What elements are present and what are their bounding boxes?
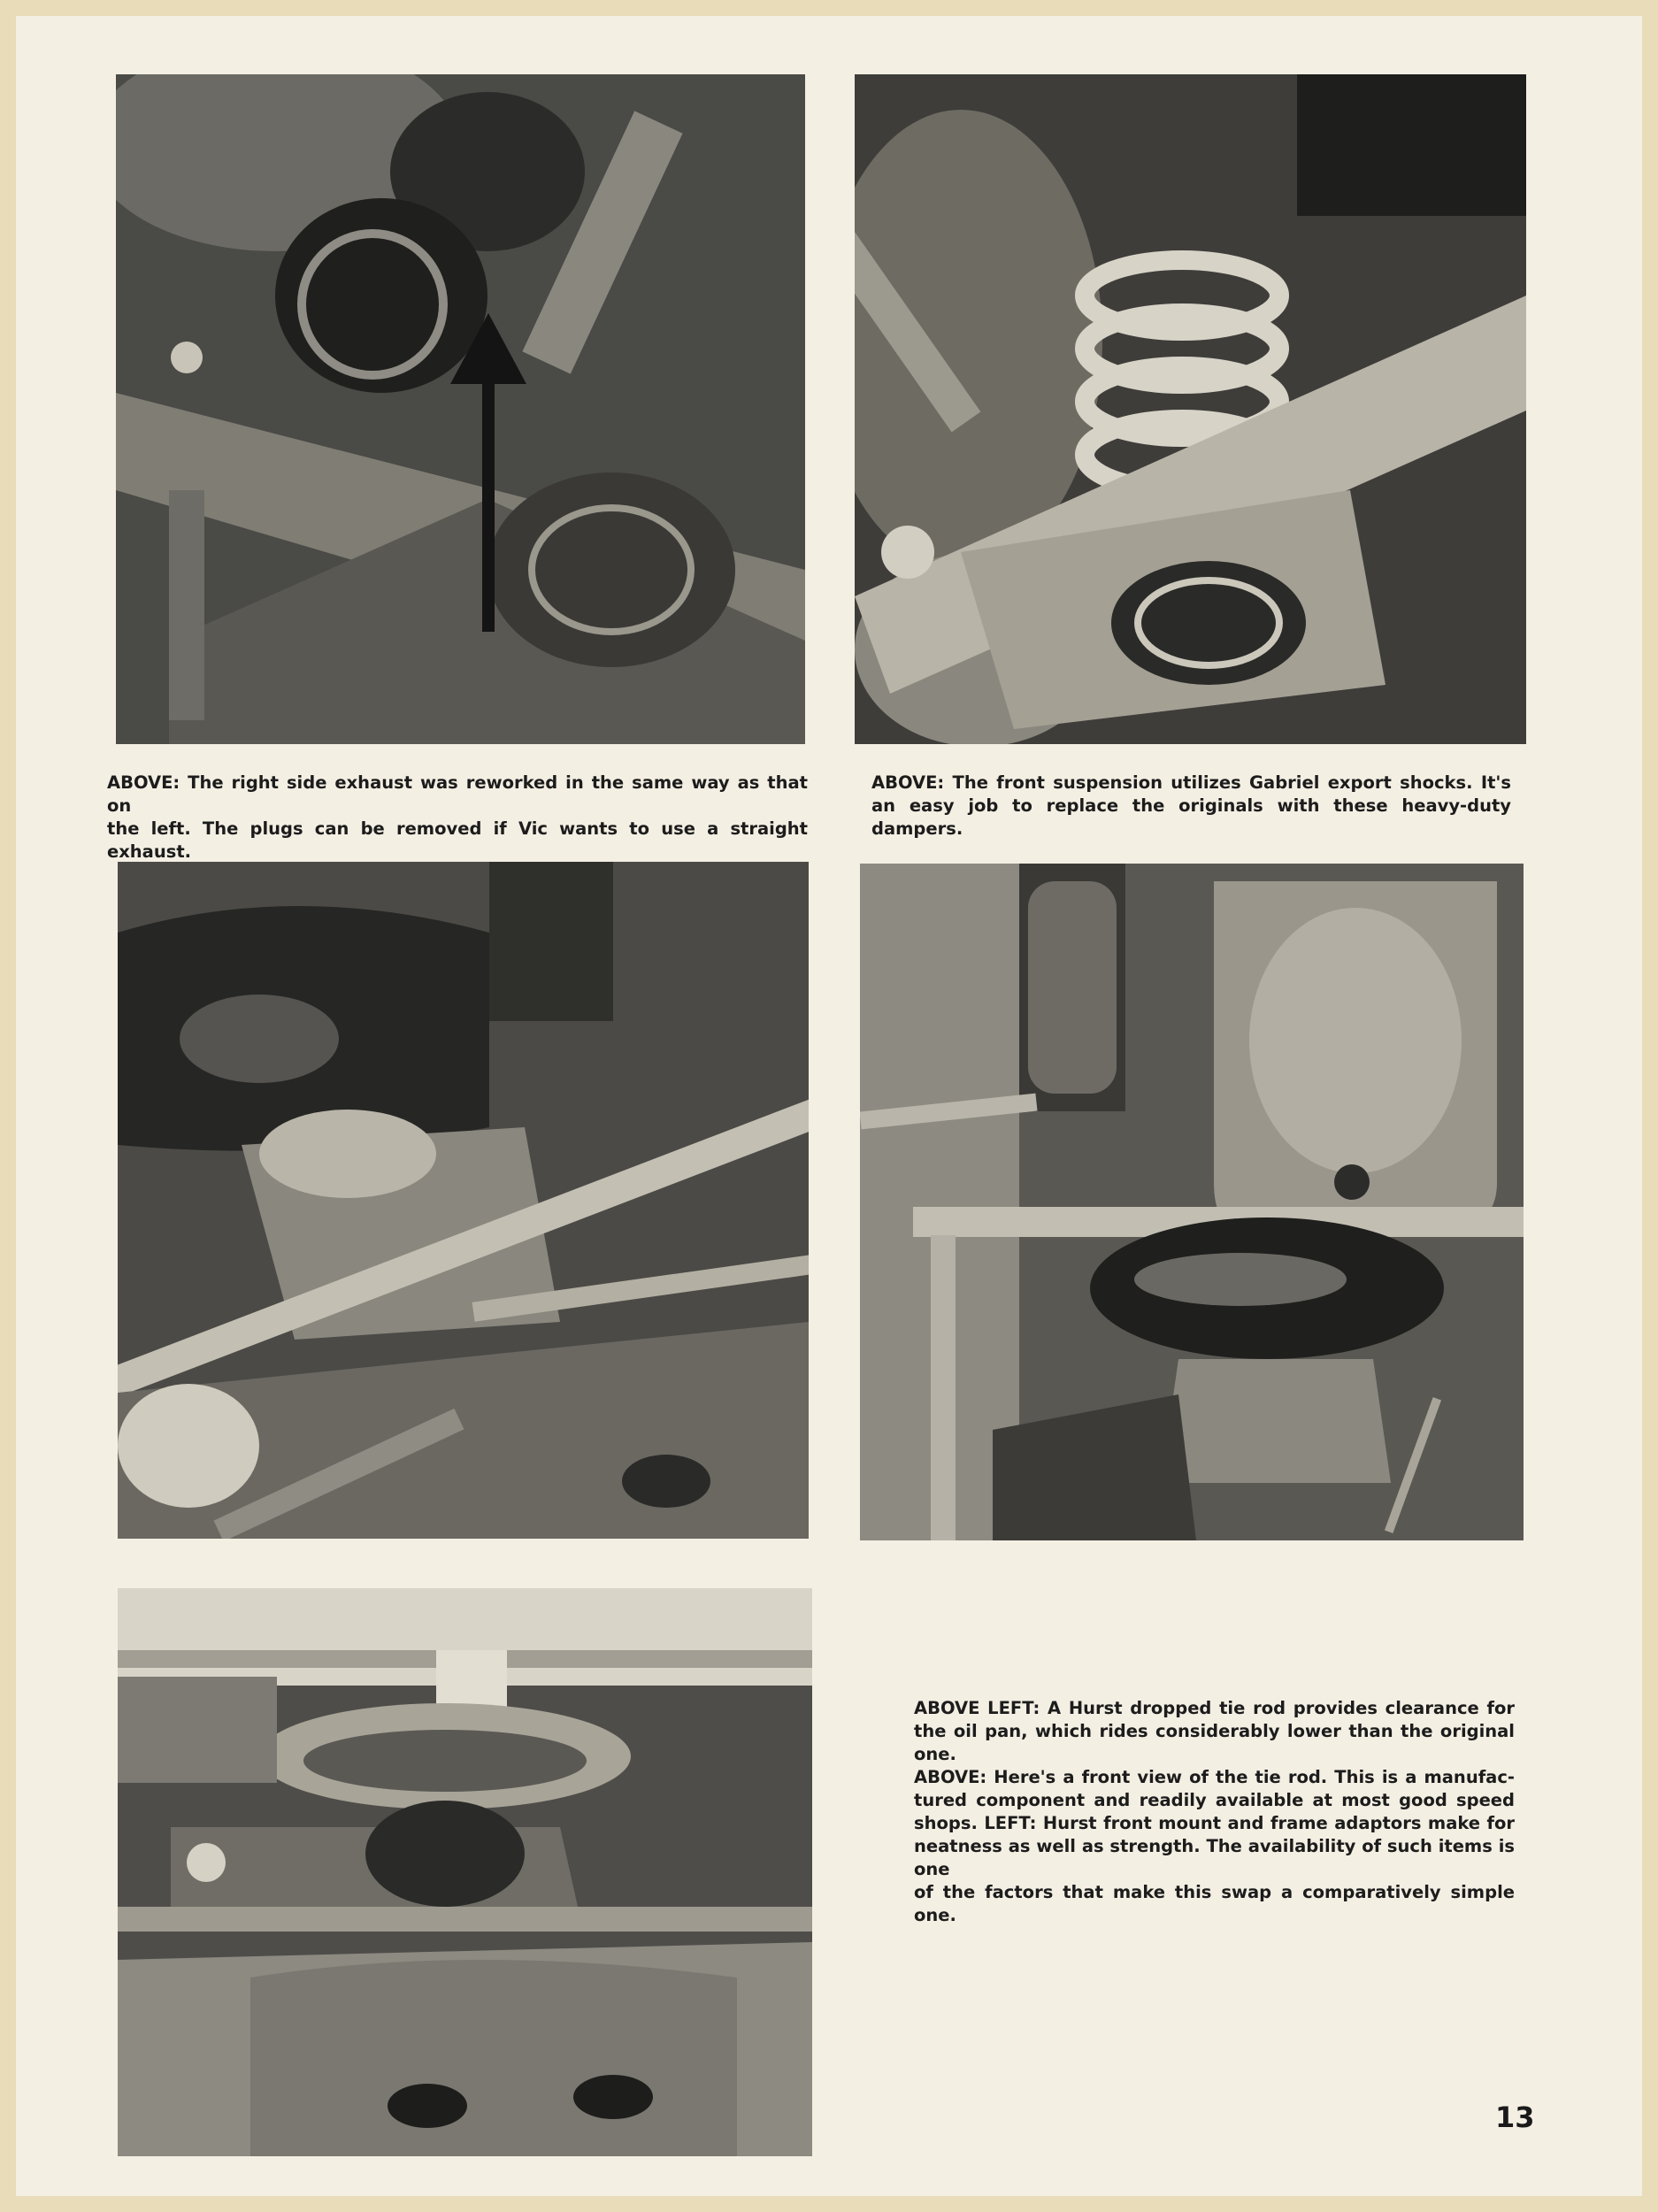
photo-hurst-front-mount [118,1588,812,2156]
caption-bottom-right [914,1697,1515,1927]
caption-line: ABOVE LEFT: A Hurst dropped tie rod provides clearance for [914,1698,1515,1718]
caption-line: ABOVE: The front suspension utilizes Gabriel export shocks. It's [871,772,1511,793]
caption-line: ABOVE: The right side exhaust was reworked in the same way as that on [107,772,808,816]
caption-line: an easy job to replace the originals with these heavy-duty dampers. [871,795,1511,839]
caption-line: of the factors that make this swap a comparatively simple one. [914,1882,1515,1925]
caption-line: the oil pan, which rides considerably lower than the original one. [914,1721,1515,1764]
photo-dropped-tie-rod [118,862,809,1539]
caption-line: neatness as well as strength. The availability of such items is one [914,1836,1515,1879]
caption-top-right [871,772,1511,841]
photo-front-suspension [855,74,1526,744]
caption-line: shops. LEFT: Hurst front mount and frame adaptors make for [914,1813,1515,1833]
caption-top-left [107,772,808,864]
photo-right-side-exhaust [116,74,805,744]
caption-line: the left. The plugs can be removed if Vic wants to use a straight exhaust. [107,818,808,862]
caption-line: ABOVE: Here's a front view of the tie rod. This is a manufac- [914,1767,1515,1787]
photo-tie-rod-front-view [860,864,1524,1540]
caption-line: tured component and readily available at most good speed [914,1790,1515,1810]
page-number: 13 [1495,2101,1535,2134]
